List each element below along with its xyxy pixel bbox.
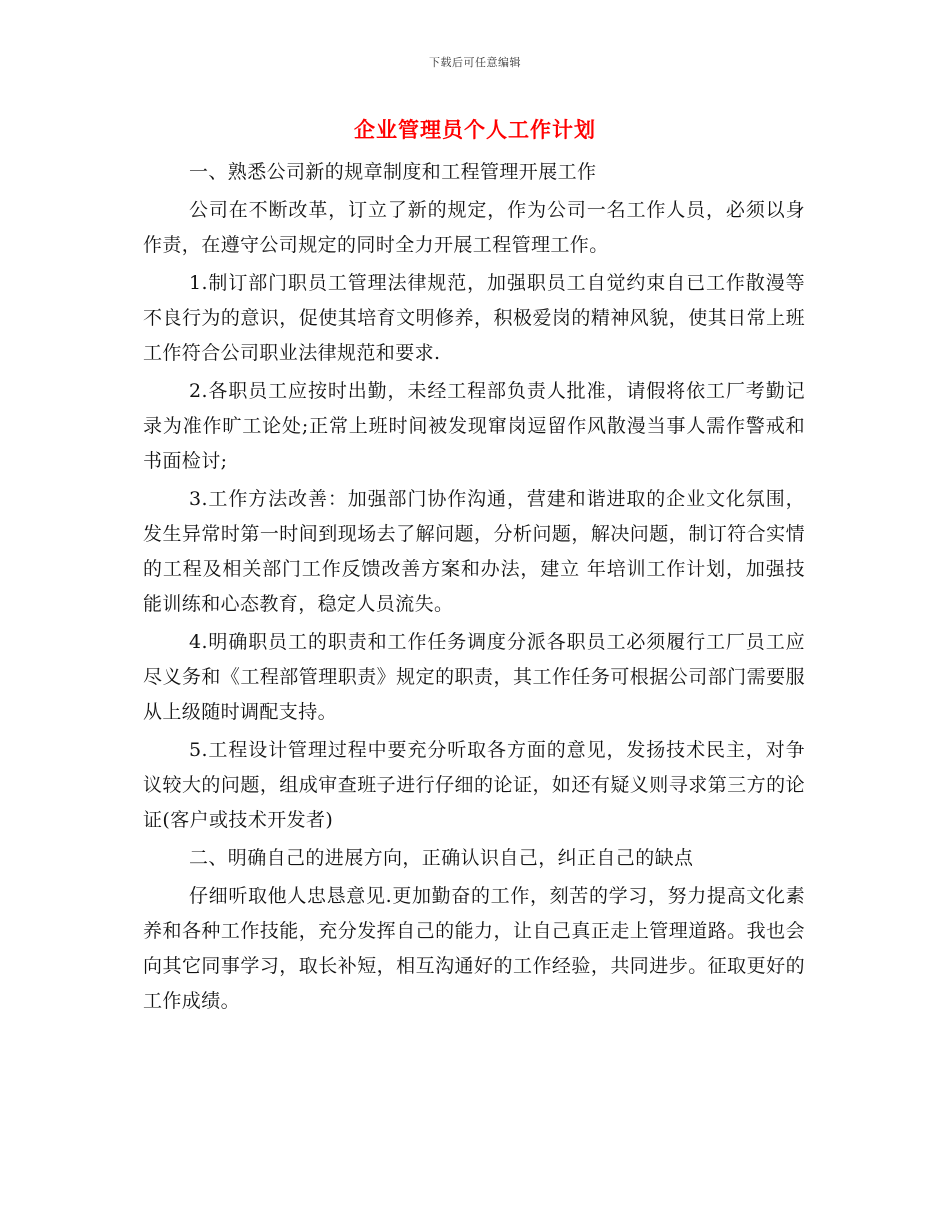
section-heading-1: 一、熟悉公司新的规章制度和工程管理开展工作: [189, 161, 597, 183]
section-heading-2: 二、明确自己的进展方向，正确认识自己，纠正自己的缺点: [189, 847, 694, 869]
document-body: [143, 155, 805, 1022]
paragraph: 仔细听取他人忠恳意见.更加勤奋的工作，刻苦的学习，努力提高文化素养和各种工作技能，充分发挥自己的能力，让自己真正走上管理道路。我也会向其它同事学习，取长补短，相互沟通好的工作经验，共同进步。征取更好的工作成绩。: [143, 885, 805, 1012]
list-item-1: 1.制订部门职员工管理法律规范，加强职员工自觉约束自已工作散漫等不良行为的意识，促使其培育文明修养，积极爱岗的精神风貌，使其日常上班工作符合公司职业法律规范和要求.: [143, 272, 805, 364]
header-note: 下载后可任意编辑: [429, 56, 521, 69]
paragraph: 公司在不断改革，订立了新的规定，作为公司一名工作人员，必须以身作责，在遵守公司规定的同时全力开展工程管理工作。: [143, 199, 805, 256]
list-item-5: 5.工程设计管理过程中要充分听取各方面的意见，发扬技术民主，对争议较大的问题，组成审查班子进行仔细的论证，如还有疑义则寻求第三方的论证(客户或技术开发者): [143, 739, 805, 831]
list-item-4: 4.明确职员工的职责和工作任务调度分派各职员工必须履行工厂员工应尽义务和《工程部管理职责》规定的职责，其工作任务可根据公司部门需要服从上级随时调配支持。: [143, 631, 805, 723]
list-item-3: 3.工作方法改善：加强部门协作沟通，营建和谐进取的企业文化氛围，发生异常时第一时间到现场去了解问题，分析问题，解决问题，制订符合实情的工程及相关部门工作反馈改善方案和办法，建立 年培训工作计划，加强技能训练和心态教育，稳定人员流失。: [143, 488, 805, 615]
document-title: 企业管理员个人工作计划: [354, 117, 596, 142]
list-item-2: 2.各职员工应按时出勤，未经工程部负责人批准，请假将依工厂考勤记录为准作旷工论处;正常上班时间被发现窜岗逗留作风散漫当事人需作警戒和书面检讨;: [143, 380, 805, 472]
